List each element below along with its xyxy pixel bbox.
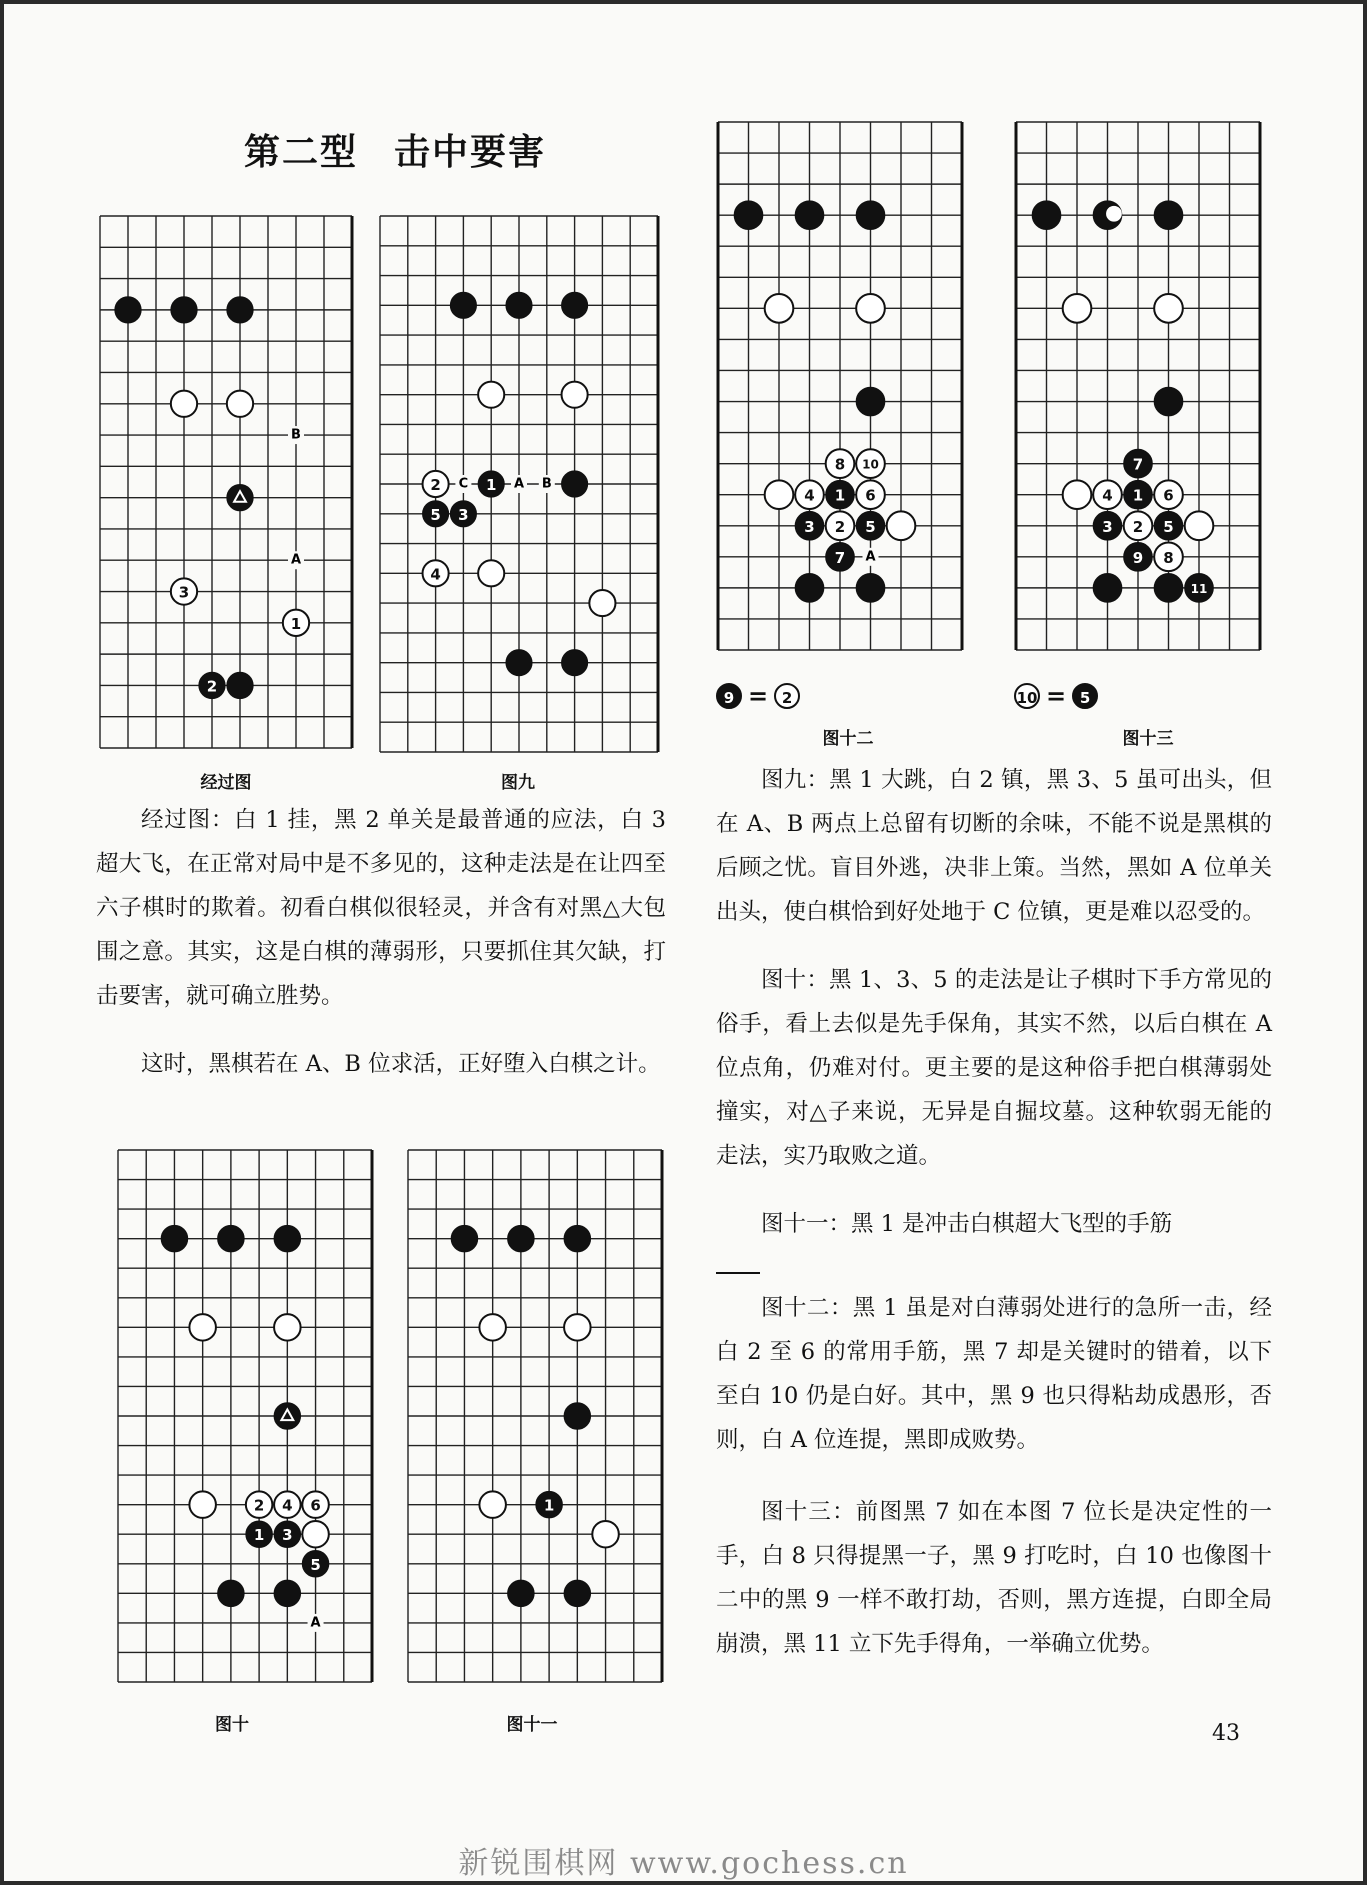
black-stone: [274, 1580, 301, 1607]
black-stone: [1032, 201, 1061, 230]
black-stone: [508, 1580, 535, 1607]
section-title: [244, 124, 546, 175]
caption-f10: 图十: [215, 1715, 249, 1735]
go-diagram-f10: [114, 1146, 376, 1686]
stone-move-number: 9: [1132, 548, 1144, 567]
paragraph-right-5: 图十三：前图黑 7 如在本图 7 位长是决定性的一手，白 8 只得提黑一子，黑 9 打吃时，白 10 也像图十二中的黑 9 一样不敢打劫，否则，黑方连提，白即全局崩溃，黑 11 立下先手得角，一举确立优势。: [716, 1499, 1272, 1657]
black-stone: [450, 292, 476, 318]
black-stone: [508, 1225, 535, 1252]
stone-move-number: 1: [485, 476, 497, 494]
stone-move-number: 6: [1163, 486, 1174, 505]
note-f13: [1014, 682, 1098, 710]
white-stone: [1063, 480, 1092, 509]
equals-sign: =: [1046, 682, 1067, 710]
stone-move-number: 1: [543, 1496, 555, 1515]
black-stone: [1093, 574, 1122, 603]
stone-move-number: 6: [310, 1496, 321, 1515]
paragraph-left-1: 经过图：白 1 挂，黑 2 单关是最普通的应法，白 3 超大飞，在正常对局中是不多见的，这种走法是在让四至六子棋时的欺着。初看白棋似很轻灵，并含有对黑△大包围之意。其实，这是白棋的薄弱形，只要抓住其欠缺，打击要害，就可确立胜势。: [96, 807, 666, 1009]
go-diagram-f0: [96, 212, 356, 752]
white-stone: [887, 511, 916, 540]
stone-move-number: 4: [430, 565, 441, 584]
stone-move-number: 1: [834, 486, 846, 505]
white-stone: [856, 294, 885, 323]
white-stone: [189, 1491, 216, 1518]
black-stone: [734, 201, 763, 230]
black-stone: [856, 574, 885, 603]
stone-move-number: 1: [1132, 486, 1144, 505]
white-stone: [189, 1314, 216, 1341]
stone-move-number: 3: [178, 583, 190, 602]
white-stone: [1185, 511, 1214, 540]
black-stone: [451, 1225, 478, 1252]
caption-f13: 图十三: [1122, 729, 1174, 749]
go-diagram-f12: [714, 118, 966, 654]
black-stone-icon: 9: [716, 683, 742, 709]
black-stone: [562, 471, 588, 497]
stone-move-number: 2: [253, 1496, 265, 1515]
point-mark-a: A: [290, 552, 302, 568]
stone-move-number: 8: [1163, 548, 1174, 567]
point-mark-b: B: [291, 427, 301, 443]
white-stone: [478, 560, 504, 586]
stone-move-number: 2: [834, 517, 846, 536]
white-stone: [302, 1521, 329, 1548]
stone-move-number: 3: [1102, 517, 1113, 536]
black-stone: [562, 292, 588, 318]
black-stone: [218, 1580, 245, 1607]
white-stone: [171, 391, 197, 417]
white-stone: [274, 1314, 301, 1341]
stone-move-number: 5: [1163, 517, 1174, 536]
white-stone-icon: 2: [774, 683, 800, 709]
black-stone: [274, 1225, 301, 1252]
black-stone: [1154, 201, 1183, 230]
white-stone: [478, 382, 504, 408]
black-stone: [564, 1225, 591, 1252]
black-stone: [115, 297, 141, 323]
stone-move-number: 8: [834, 455, 846, 474]
black-stone: [1154, 574, 1183, 603]
point-mark-a: A: [865, 549, 876, 565]
white-stone: [1063, 294, 1092, 323]
white-stone: [765, 294, 794, 323]
black-stone: [506, 292, 532, 318]
stone-move-number: 7: [834, 548, 846, 567]
stone-move-number: 1: [290, 614, 302, 633]
black-stone: [171, 297, 197, 323]
stone-move-number: 7: [1132, 455, 1144, 474]
go-diagram-f13: [1012, 118, 1264, 654]
stone-move-number: 5: [865, 517, 876, 536]
captured-stone-notch: [1106, 206, 1122, 222]
point-mark-a: A: [513, 476, 525, 492]
black-stone: [795, 201, 824, 230]
black-stone: [1154, 387, 1183, 416]
black-stone: [506, 650, 532, 676]
caption-f9: 图九: [501, 773, 535, 793]
white-stone-icon: 10: [1014, 683, 1040, 709]
stone-move-number: 10: [862, 457, 879, 472]
stone-move-number: 2: [430, 476, 441, 494]
stone-move-number: 4: [804, 486, 815, 505]
white-stone: [765, 480, 794, 509]
paragraph-right-3: 图十一：黑 1 是冲击白棋超大飞型的手筋: [761, 1211, 1173, 1237]
stone-move-number: 2: [1132, 517, 1144, 536]
white-stone: [479, 1491, 506, 1518]
stone-move-number: 5: [430, 505, 441, 524]
black-stone: [856, 387, 885, 416]
black-stone: [564, 1403, 591, 1430]
go-diagram-f9: [376, 212, 662, 756]
note-f12: [716, 682, 800, 710]
stone-move-number: 11: [1190, 581, 1208, 596]
white-stone: [227, 391, 253, 417]
white-stone: [1154, 294, 1183, 323]
equals-sign: =: [748, 682, 769, 710]
caption-f0: 经过图: [200, 773, 252, 793]
stone-move-number: 4: [1102, 486, 1113, 505]
stone-move-number: 1: [253, 1526, 265, 1545]
black-stone-icon: 5: [1072, 683, 1098, 709]
black-stone: [562, 650, 588, 676]
point-mark-b: B: [541, 476, 552, 492]
paragraph-left-2: 这时，黑棋若在 A、B 位求活，正好堕入白棋之计。: [141, 1051, 661, 1077]
stone-move-number: 3: [458, 505, 469, 524]
caption-f11: 图十一: [506, 1715, 558, 1735]
stone-move-number: 3: [282, 1526, 293, 1545]
white-stone: [562, 382, 588, 408]
stone-move-number: 6: [865, 486, 876, 505]
black-stone: [161, 1225, 188, 1252]
white-stone: [479, 1314, 506, 1341]
black-stone: [856, 201, 885, 230]
stone-move-number: 2: [206, 677, 218, 696]
page-number: 43: [1212, 1721, 1240, 1746]
paragraph-right-1: 图九：黑 1 大跳，白 2 镇，黑 3、5 虽可出头，但在 A、B 两点上总留有切断的余味，不能不说是黑棋的后顾之忧。盲目外逃，决非上策。当然，黑如 A 位单关出头，使白棋恰到好处地于 C 位镇，更是难以忍受的。: [716, 767, 1272, 925]
stone-move-number: 3: [804, 517, 815, 536]
black-stone: [218, 1225, 245, 1252]
black-stone: [274, 1403, 301, 1430]
white-stone: [589, 590, 615, 616]
point-mark-a: A: [310, 1615, 321, 1631]
watermark: 新锐围棋网 www.gochess.cn: [458, 1846, 909, 1881]
white-stone: [564, 1314, 591, 1341]
dash-rule: [716, 1272, 760, 1274]
paragraph-right-4: 图十二：黑 1 虽是对白薄弱处进行的急所一击，经白 2 至 6 的常用手筋，黑 7 却是关键时的错着，以下至白 10 仍是白好。其中，黑 9 也只得粘劫成愚形，否则，白 A 位连提，黑即成败势。: [716, 1295, 1272, 1453]
stone-move-number: 5: [310, 1555, 321, 1574]
black-stone: [227, 297, 253, 323]
paragraph-right-2: 图十：黑 1、3、5 的走法是让子棋时下手方常见的俗手，看上去似是先手保角，其实不然，以后白棋在 A 位点角，仍难对付。更主要的是这种俗手把白棋薄弱处撞实，对△子来说，无异是自掘坟墓。这种软弱无能的走法，实乃取败之道。: [716, 967, 1272, 1169]
section-type: 第二型: [244, 131, 359, 173]
section-name: 击中要害: [394, 131, 547, 173]
black-stone: [564, 1580, 591, 1607]
black-stone: [795, 574, 824, 603]
black-stone: [227, 672, 253, 698]
stone-move-number: 4: [282, 1496, 293, 1515]
go-diagram-f11: [404, 1146, 666, 1686]
white-stone: [592, 1521, 619, 1548]
point-mark-c: C: [458, 476, 469, 492]
caption-f12: 图十二: [822, 729, 874, 749]
black-stone: [227, 484, 253, 510]
